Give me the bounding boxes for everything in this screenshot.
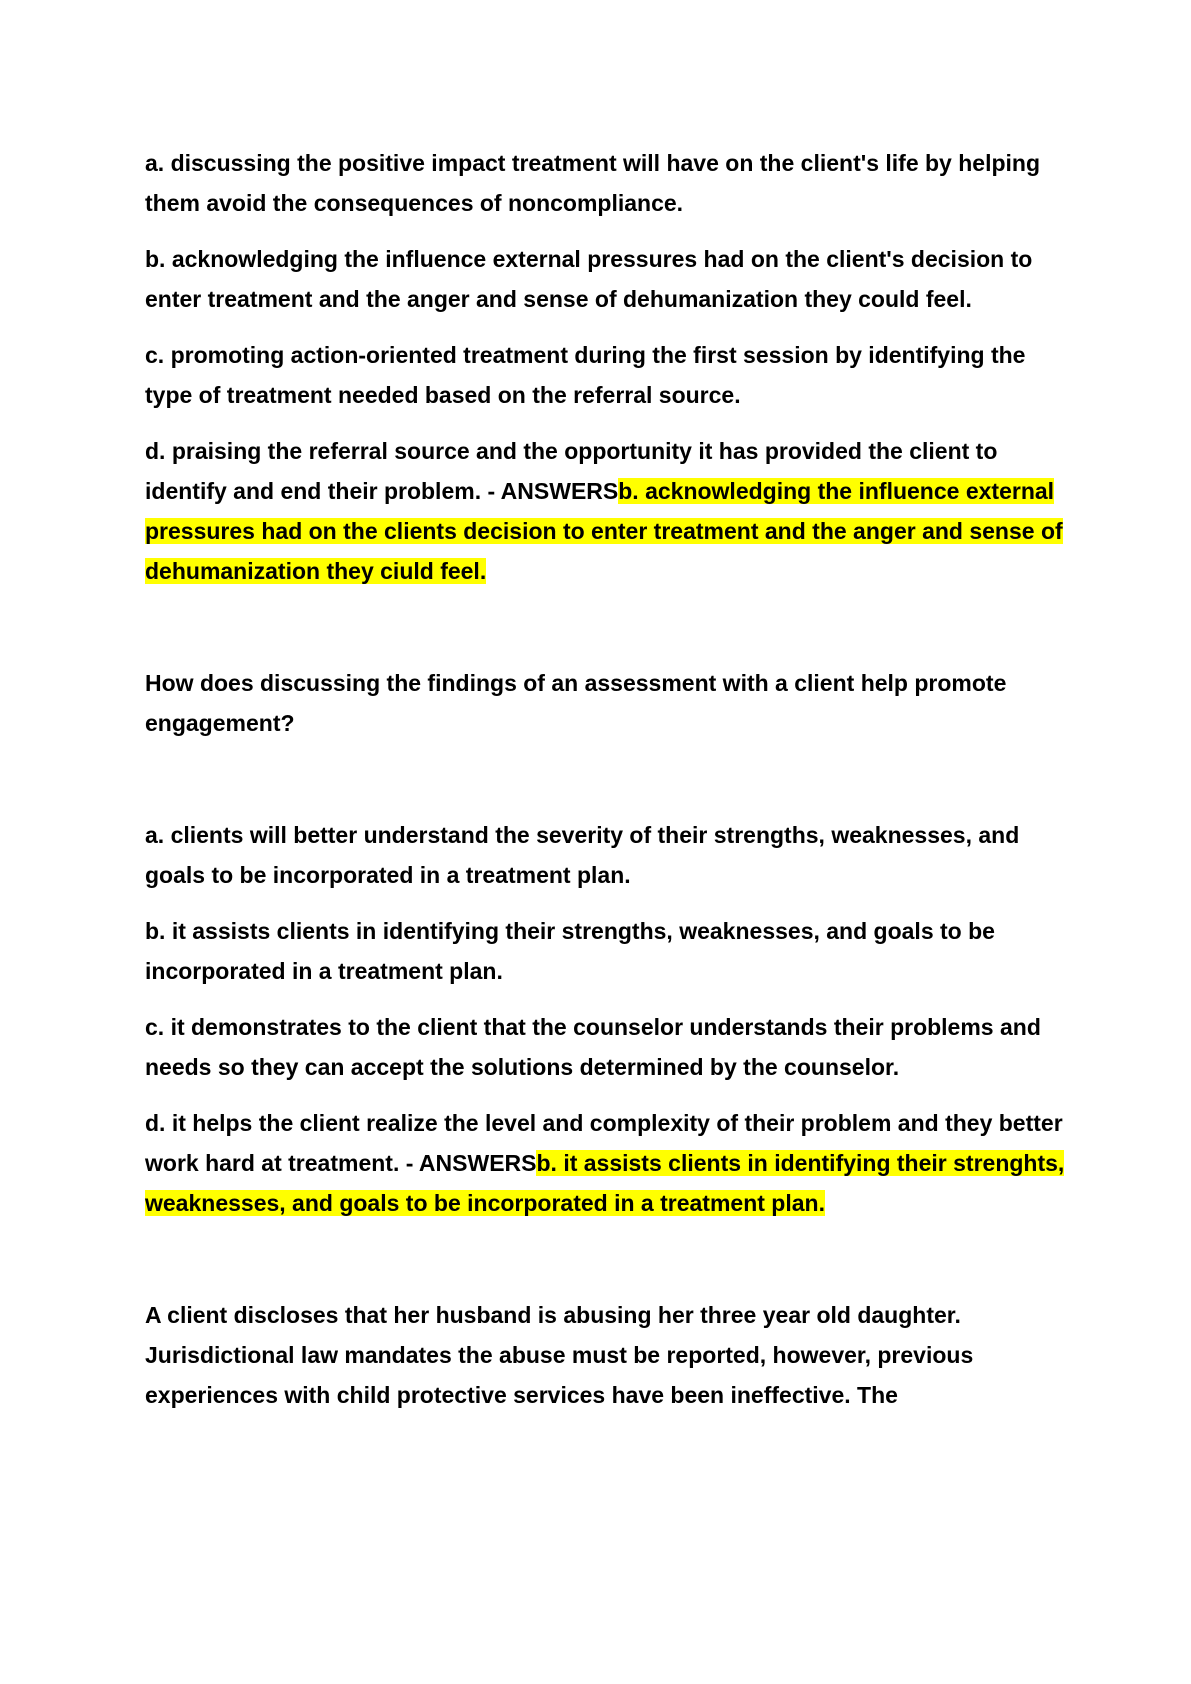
q1-option-c: c. promoting action-oriented treatment during the first session by identifying the type of treatment needed based on the referral source. (145, 342, 1026, 408)
q1-option-b: b. acknowledging the influence external pressures had on the client's decision to enter treatment and the anger and sense of dehumanization they could feel. (145, 246, 1033, 312)
q1-option-a: a. discussing the positive impact treatment will have on the client's life by helping them avoid the consequences of noncompliance. (145, 150, 1041, 216)
q2-option-d-text: d. it helps the client realize the level and complexity of their problem and they better work hard at treatment. - ANSWERS (145, 1110, 1063, 1176)
q1-answer-highlight: b. acknowledging the influence external pressures had on the clients decision to enter treatment and the anger and sense of dehumanization they ciuld feel. (145, 478, 1063, 584)
q1-option-d-text: d. praising the referral source and the opportunity it has provided the client to identify and end their problem. - ANSWERS (145, 438, 998, 504)
document-content (145, 143, 1065, 1431)
spacer (145, 607, 1065, 663)
spacer (145, 759, 1065, 815)
q2-prompt: How does discussing the findings of an assessment with a client help promote engagement? (145, 670, 1007, 736)
q2-option-b: b. it assists clients in identifying their strengths, weaknesses, and goals to be incorporated in a treatment plan. (145, 918, 995, 984)
q2-option-a: a. clients will better understand the severity of their strengths, weaknesses, and goals to be incorporated in a treatment plan. (145, 822, 1020, 888)
q2-option-c: c. it demonstrates to the client that the counselor understands their problems and needs so they can accept the solutions determined by the counselor. (145, 1014, 1041, 1080)
q2-answer-highlight: b. it assists clients in identifying their strenghts, weaknesses, and goals to be incorporated in a treatment plan. (145, 1150, 1065, 1216)
q1-option-d (145, 431, 1065, 591)
q2-option-d (145, 1103, 1065, 1223)
spacer (145, 1239, 1065, 1295)
q3-prompt: A client discloses that her husband is abusing her three year old daughter. Jurisdictional law mandates the abuse must be reported, however, previous experiences with child protective services have been ineffective. The (145, 1302, 974, 1408)
